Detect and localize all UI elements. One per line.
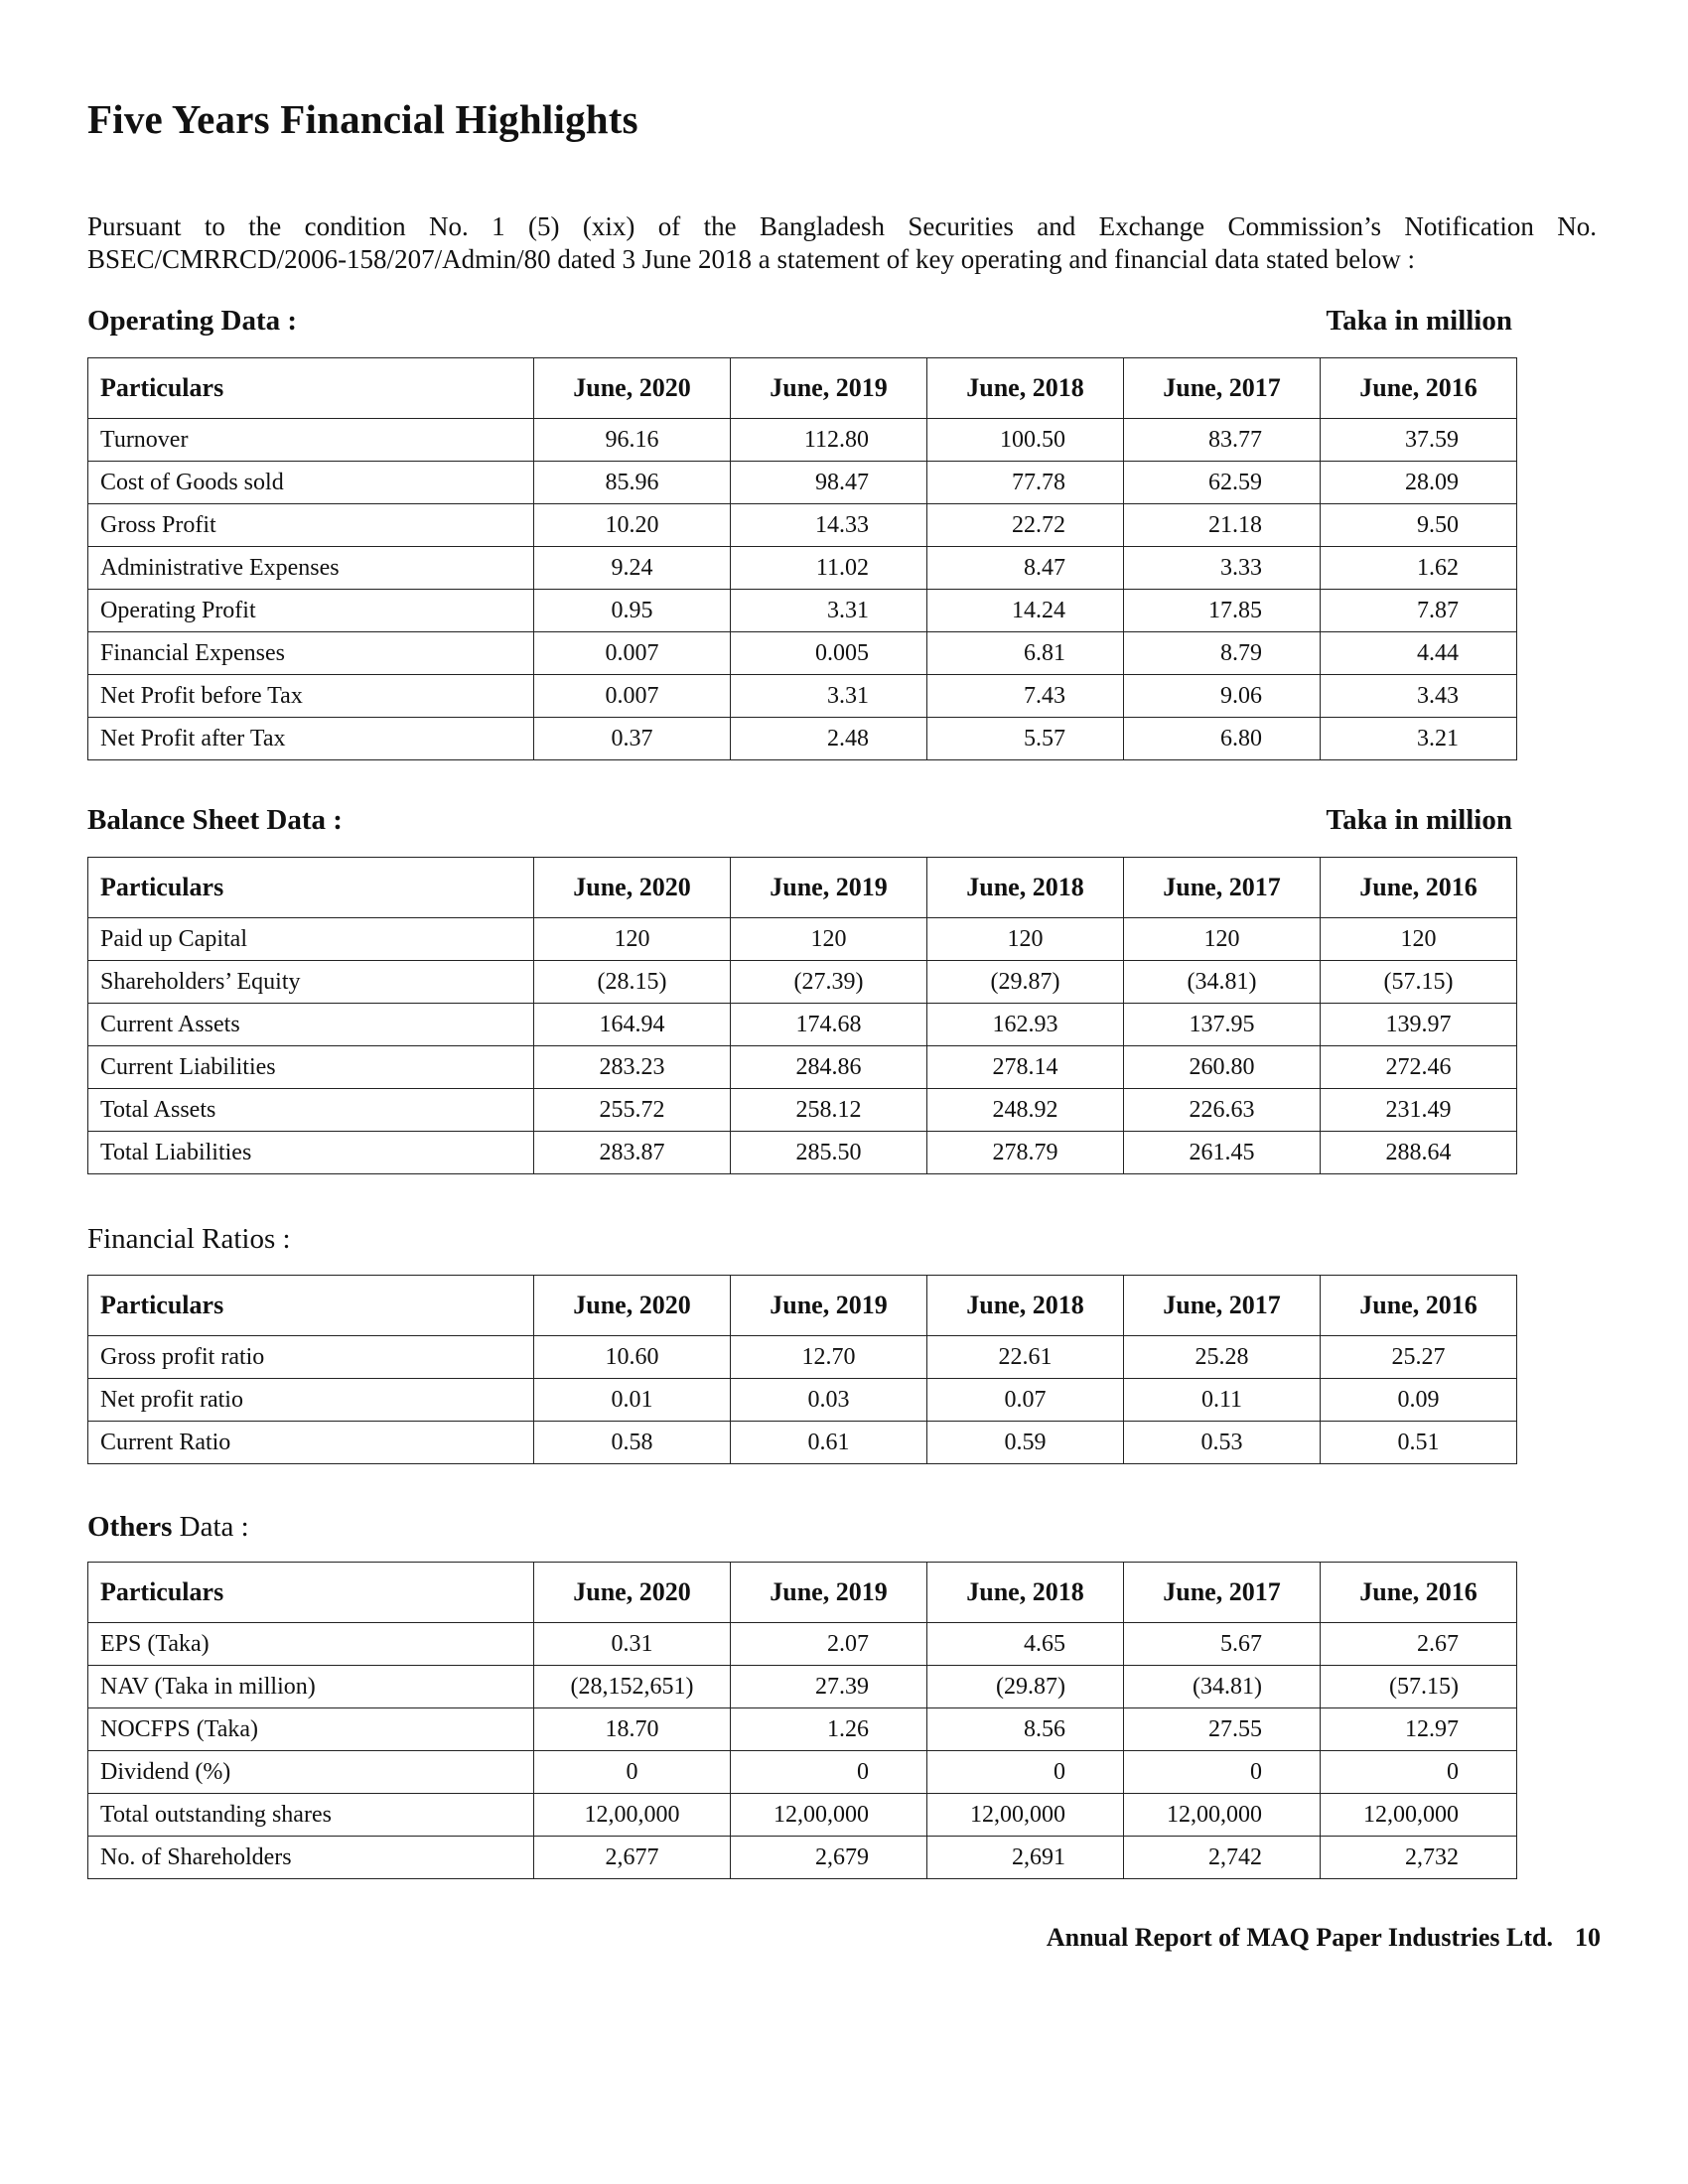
column-header-particulars: Particulars: [88, 858, 534, 918]
value-cell: 10.60: [534, 1336, 731, 1379]
value-cell: 8.56: [927, 1708, 1124, 1751]
ratios-section-header: [87, 1223, 1512, 1256]
table-row: [88, 504, 1517, 547]
value-cell: 164.94: [534, 1004, 731, 1046]
table-row: [88, 961, 1517, 1004]
value-cell: 9.50: [1321, 504, 1517, 547]
value-cell: 4.65: [927, 1623, 1124, 1666]
value-cell: 12,00,000: [731, 1794, 927, 1837]
value-cell: 1.26: [731, 1708, 927, 1751]
value-cell: 3.31: [731, 675, 927, 718]
intro-paragraph: Pursuant to the condition No. 1 (5) (xix) of the Bangladesh Securities and Exchange Commission’s Notification No. BSEC/CMRRCD/2006-158/207/Admin/80 dated 3 June 2018 a statement of key operating and financial data stated below :: [87, 211, 1597, 274]
table-row: [88, 675, 1517, 718]
value-cell: 231.49: [1321, 1089, 1517, 1132]
column-header-year: June, 2016: [1321, 1563, 1517, 1623]
value-cell: 0.09: [1321, 1379, 1517, 1422]
value-cell: 288.64: [1321, 1132, 1517, 1174]
value-cell: 14.24: [927, 590, 1124, 632]
value-cell: 278.14: [927, 1046, 1124, 1089]
value-cell: 5.67: [1124, 1623, 1321, 1666]
row-label-cell: Net profit ratio: [88, 1379, 534, 1422]
table-row: [88, 419, 1517, 462]
value-cell: 98.47: [731, 462, 927, 504]
row-label-cell: Current Assets: [88, 1004, 534, 1046]
balance-section-header: [87, 804, 1512, 837]
table-row: [88, 1336, 1517, 1379]
value-cell: 0.07: [927, 1379, 1124, 1422]
value-cell: 0: [534, 1751, 731, 1794]
column-header-year: June, 2020: [534, 1563, 731, 1623]
financial-ratios-table: [87, 1275, 1517, 1464]
value-cell: (27.39): [731, 961, 927, 1004]
value-cell: 2,742: [1124, 1837, 1321, 1879]
value-cell: 226.63: [1124, 1089, 1321, 1132]
table-row: [88, 1046, 1517, 1089]
column-header-particulars: Particulars: [88, 1563, 534, 1623]
row-label-cell: Net Profit before Tax: [88, 675, 534, 718]
value-cell: 284.86: [731, 1046, 927, 1089]
value-cell: 5.57: [927, 718, 1124, 760]
table-header-row: [88, 1563, 1517, 1623]
value-cell: 258.12: [731, 1089, 927, 1132]
value-cell: 0.59: [927, 1422, 1124, 1464]
column-header-year: June, 2017: [1124, 358, 1321, 419]
row-label-cell: NAV (Taka in million): [88, 1666, 534, 1708]
value-cell: 27.39: [731, 1666, 927, 1708]
others-data-table: [87, 1562, 1517, 1879]
page-footer: [1047, 1923, 1601, 1953]
value-cell: 9.06: [1124, 675, 1321, 718]
value-cell: 18.70: [534, 1708, 731, 1751]
value-cell: 139.97: [1321, 1004, 1517, 1046]
balance-unit-label: Taka in million: [1326, 804, 1512, 836]
value-cell: 11.02: [731, 547, 927, 590]
table-row: [88, 632, 1517, 675]
row-label-cell: Total Liabilities: [88, 1132, 534, 1174]
value-cell: 77.78: [927, 462, 1124, 504]
value-cell: 0.31: [534, 1623, 731, 1666]
value-cell: 120: [1321, 918, 1517, 961]
value-cell: 27.55: [1124, 1708, 1321, 1751]
value-cell: 120: [731, 918, 927, 961]
column-header-year: June, 2016: [1321, 1276, 1517, 1336]
page-number: 10: [1575, 1923, 1601, 1952]
value-cell: 2,732: [1321, 1837, 1517, 1879]
value-cell: (57.15): [1321, 1666, 1517, 1708]
value-cell: 96.16: [534, 419, 731, 462]
value-cell: 85.96: [534, 462, 731, 504]
operating-section-label: Operating Data :: [87, 305, 298, 337]
value-cell: 0.007: [534, 675, 731, 718]
value-cell: 3.43: [1321, 675, 1517, 718]
value-cell: 9.24: [534, 547, 731, 590]
value-cell: 1.62: [1321, 547, 1517, 590]
balance-section-label: Balance Sheet Data :: [87, 804, 343, 836]
table-row: [88, 718, 1517, 760]
value-cell: (57.15): [1321, 961, 1517, 1004]
column-header-year: June, 2017: [1124, 858, 1321, 918]
value-cell: 260.80: [1124, 1046, 1321, 1089]
value-cell: 0.95: [534, 590, 731, 632]
table-row: [88, 1708, 1517, 1751]
value-cell: 12.70: [731, 1336, 927, 1379]
column-header-year: June, 2020: [534, 858, 731, 918]
row-label-cell: Gross Profit: [88, 504, 534, 547]
row-label-cell: Net Profit after Tax: [88, 718, 534, 760]
value-cell: 12,00,000: [534, 1794, 731, 1837]
value-cell: 10.20: [534, 504, 731, 547]
value-cell: 2.48: [731, 718, 927, 760]
value-cell: 2.07: [731, 1623, 927, 1666]
value-cell: 120: [534, 918, 731, 961]
value-cell: 3.33: [1124, 547, 1321, 590]
row-label-cell: Current Liabilities: [88, 1046, 534, 1089]
row-label-cell: Cost of Goods sold: [88, 462, 534, 504]
column-header-year: June, 2020: [534, 1276, 731, 1336]
value-cell: 120: [927, 918, 1124, 961]
value-cell: 285.50: [731, 1132, 927, 1174]
column-header-year: June, 2019: [731, 1276, 927, 1336]
value-cell: 37.59: [1321, 419, 1517, 462]
column-header-particulars: Particulars: [88, 1276, 534, 1336]
value-cell: 6.81: [927, 632, 1124, 675]
value-cell: 25.27: [1321, 1336, 1517, 1379]
table-row: [88, 1379, 1517, 1422]
footer-text: Annual Report of MAQ Paper Industries Ltd.: [1046, 1923, 1553, 1952]
table-row: [88, 462, 1517, 504]
column-header-year: June, 2016: [1321, 358, 1517, 419]
operating-section-header: [87, 305, 1512, 338]
value-cell: 6.80: [1124, 718, 1321, 760]
value-cell: 2,691: [927, 1837, 1124, 1879]
value-cell: 12,00,000: [1321, 1794, 1517, 1837]
column-header-year: June, 2019: [731, 858, 927, 918]
table-row: [88, 1837, 1517, 1879]
column-header-year: June, 2017: [1124, 1276, 1321, 1336]
table-row: [88, 918, 1517, 961]
value-cell: 283.87: [534, 1132, 731, 1174]
value-cell: 283.23: [534, 1046, 731, 1089]
column-header-year: June, 2017: [1124, 1563, 1321, 1623]
value-cell: (28,152,651): [534, 1666, 731, 1708]
operating-data-table: [87, 357, 1517, 760]
value-cell: 0: [731, 1751, 927, 1794]
operating-unit-label: Taka in million: [1326, 305, 1512, 337]
value-cell: 0.51: [1321, 1422, 1517, 1464]
row-label-cell: Turnover: [88, 419, 534, 462]
value-cell: 0.007: [534, 632, 731, 675]
column-header-year: June, 2018: [927, 1276, 1124, 1336]
value-cell: 278.79: [927, 1132, 1124, 1174]
value-cell: 3.31: [731, 590, 927, 632]
value-cell: (29.87): [927, 961, 1124, 1004]
column-header-year: June, 2016: [1321, 858, 1517, 918]
value-cell: 28.09: [1321, 462, 1517, 504]
page-title: Five Years Financial Highlights: [87, 96, 638, 142]
others-label-rest: Data :: [172, 1511, 249, 1543]
value-cell: 21.18: [1124, 504, 1321, 547]
value-cell: 0: [1124, 1751, 1321, 1794]
balance-sheet-table: [87, 857, 1517, 1174]
value-cell: 14.33: [731, 504, 927, 547]
row-label-cell: Total outstanding shares: [88, 1794, 534, 1837]
row-label-cell: NOCFPS (Taka): [88, 1708, 534, 1751]
row-label-cell: Operating Profit: [88, 590, 534, 632]
value-cell: 12.97: [1321, 1708, 1517, 1751]
value-cell: 120: [1124, 918, 1321, 961]
value-cell: 4.44: [1321, 632, 1517, 675]
row-label-cell: Current Ratio: [88, 1422, 534, 1464]
table-row: [88, 1132, 1517, 1174]
column-header-year: June, 2018: [927, 358, 1124, 419]
value-cell: 137.95: [1124, 1004, 1321, 1046]
value-cell: 83.77: [1124, 419, 1321, 462]
value-cell: 12,00,000: [1124, 1794, 1321, 1837]
column-header-particulars: Particulars: [88, 358, 534, 419]
value-cell: 272.46: [1321, 1046, 1517, 1089]
table-row: [88, 1089, 1517, 1132]
row-label-cell: Shareholders’ Equity: [88, 961, 534, 1004]
column-header-year: June, 2018: [927, 1563, 1124, 1623]
row-label-cell: EPS (Taka): [88, 1623, 534, 1666]
others-label-bold: Others: [87, 1511, 173, 1543]
value-cell: 248.92: [927, 1089, 1124, 1132]
row-label-cell: Gross profit ratio: [88, 1336, 534, 1379]
value-cell: 17.85: [1124, 590, 1321, 632]
value-cell: 25.28: [1124, 1336, 1321, 1379]
table-row: [88, 1004, 1517, 1046]
table-row: [88, 547, 1517, 590]
table-header-row: [88, 858, 1517, 918]
value-cell: (28.15): [534, 961, 731, 1004]
value-cell: 8.79: [1124, 632, 1321, 675]
row-label-cell: Dividend (%): [88, 1751, 534, 1794]
column-header-year: June, 2020: [534, 358, 731, 419]
table-row: [88, 1751, 1517, 1794]
table-row: [88, 590, 1517, 632]
column-header-year: June, 2019: [731, 1563, 927, 1623]
value-cell: 100.50: [927, 419, 1124, 462]
value-cell: 162.93: [927, 1004, 1124, 1046]
row-label-cell: Financial Expenses: [88, 632, 534, 675]
value-cell: 0.37: [534, 718, 731, 760]
others-section-label: [87, 1511, 249, 1544]
value-cell: 112.80: [731, 419, 927, 462]
value-cell: (29.87): [927, 1666, 1124, 1708]
table-header-row: [88, 1276, 1517, 1336]
table-row: [88, 1623, 1517, 1666]
value-cell: 7.43: [927, 675, 1124, 718]
ratios-section-label: Financial Ratios :: [87, 1223, 291, 1255]
table-row: [88, 1794, 1517, 1837]
value-cell: (34.81): [1124, 1666, 1321, 1708]
value-cell: 2,677: [534, 1837, 731, 1879]
value-cell: 174.68: [731, 1004, 927, 1046]
value-cell: 0.58: [534, 1422, 731, 1464]
row-label-cell: Total Assets: [88, 1089, 534, 1132]
table-row: [88, 1666, 1517, 1708]
value-cell: 8.47: [927, 547, 1124, 590]
others-section-header: [87, 1511, 1512, 1544]
value-cell: 0.01: [534, 1379, 731, 1422]
value-cell: 0.11: [1124, 1379, 1321, 1422]
value-cell: 12,00,000: [927, 1794, 1124, 1837]
value-cell: 22.61: [927, 1336, 1124, 1379]
value-cell: 2.67: [1321, 1623, 1517, 1666]
value-cell: 255.72: [534, 1089, 731, 1132]
value-cell: 0.005: [731, 632, 927, 675]
table-row: [88, 1422, 1517, 1464]
value-cell: 0: [927, 1751, 1124, 1794]
column-header-year: June, 2018: [927, 858, 1124, 918]
value-cell: 0.53: [1124, 1422, 1321, 1464]
table-header-row: [88, 358, 1517, 419]
row-label-cell: No. of Shareholders: [88, 1837, 534, 1879]
value-cell: 62.59: [1124, 462, 1321, 504]
row-label-cell: Paid up Capital: [88, 918, 534, 961]
value-cell: 261.45: [1124, 1132, 1321, 1174]
column-header-year: June, 2019: [731, 358, 927, 419]
value-cell: 0.61: [731, 1422, 927, 1464]
value-cell: 22.72: [927, 504, 1124, 547]
value-cell: 3.21: [1321, 718, 1517, 760]
value-cell: 0.03: [731, 1379, 927, 1422]
value-cell: 7.87: [1321, 590, 1517, 632]
value-cell: 2,679: [731, 1837, 927, 1879]
value-cell: 0: [1321, 1751, 1517, 1794]
row-label-cell: Administrative Expenses: [88, 547, 534, 590]
value-cell: (34.81): [1124, 961, 1321, 1004]
